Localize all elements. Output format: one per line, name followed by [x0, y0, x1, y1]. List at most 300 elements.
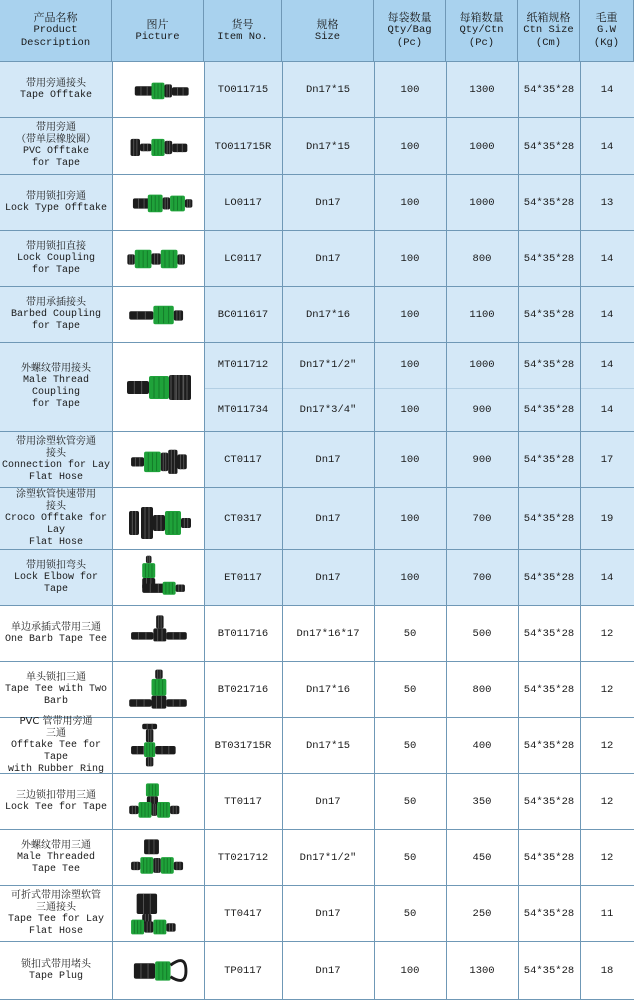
- lock-tee-icon: [115, 776, 201, 828]
- cell-ctn: 1000: [469, 197, 495, 209]
- cell-bag: 100: [400, 454, 420, 466]
- barbed-coupling-icon: [115, 289, 201, 341]
- description-line: Croco Offtake for: [4, 512, 108, 524]
- product-picture: [112, 175, 204, 230]
- lay-flat-connector-icon: [115, 434, 201, 486]
- male-thread-coupling-icon: [115, 345, 201, 429]
- cell-size: Dn17*16: [305, 309, 351, 321]
- description-line: Lock Tee for Tape: [4, 801, 108, 813]
- description-line: Barb: [43, 695, 68, 707]
- description-line: 涂塑软管快速带用: [16, 488, 96, 500]
- column-divider: [282, 718, 283, 774]
- cell-box: 54*35*28: [523, 84, 575, 96]
- cell-ctn: 450: [472, 852, 492, 864]
- description-line: for Tape: [31, 320, 80, 332]
- cell-item: TP0117: [224, 965, 262, 977]
- cell-box: 54*35*28: [523, 572, 575, 584]
- header-zh: 每箱数量: [459, 11, 504, 24]
- description-line: 单头锁扣三通: [26, 671, 86, 683]
- cell-box: 54*35*28: [523, 965, 575, 977]
- product-picture: [112, 343, 204, 431]
- header-zh: 规格: [316, 17, 339, 31]
- column-divider: [580, 231, 581, 287]
- description-line: Flat Hose: [28, 925, 83, 937]
- column-divider: [580, 942, 581, 1000]
- cell-gw: 14: [600, 403, 614, 416]
- male-threaded-tee-icon: [115, 832, 201, 884]
- cell-size: Dn17*16: [305, 684, 351, 696]
- description-line: 接头: [46, 500, 66, 512]
- description-line: 带用锁扣弯头: [26, 559, 86, 571]
- cell-ctn: 700: [472, 572, 492, 584]
- column-divider: [518, 432, 519, 488]
- column-divider: [518, 118, 519, 175]
- tape-plug-icon: [115, 944, 201, 998]
- column-divider: [282, 287, 283, 343]
- cell-bag: 100: [400, 513, 420, 525]
- table-row: [0, 62, 634, 118]
- cell-gw: 14: [600, 84, 614, 96]
- column-divider: [446, 231, 447, 287]
- cell-gw: 14: [600, 359, 614, 372]
- column-divider: [518, 343, 519, 432]
- cell-gw: 19: [600, 513, 614, 525]
- cell-item: CT0317: [224, 513, 262, 525]
- cell-size: Dn17*15: [305, 740, 351, 752]
- table-row: [0, 287, 634, 343]
- column-divider: [518, 774, 519, 830]
- cell-box: 54*35*28: [523, 309, 575, 321]
- cell-item: LC0117: [224, 253, 262, 265]
- cell-gw: 14: [600, 253, 614, 265]
- description-line: Coupling: [31, 387, 80, 398]
- description-line: for Tape: [31, 264, 80, 276]
- column-divider: [374, 718, 375, 774]
- column-divider: [282, 175, 283, 231]
- cell-bag: 100: [400, 140, 420, 153]
- cell-size: Dn17: [315, 513, 341, 525]
- description-line: Lock Elbow for Tape: [13, 571, 98, 595]
- cell-gw: 14: [600, 140, 614, 153]
- column-divider: [374, 774, 375, 830]
- column-divider: [112, 343, 113, 432]
- cell-bag: 50: [403, 796, 417, 808]
- header-en: G.W: [597, 24, 616, 36]
- cell-ctn: 800: [472, 684, 492, 696]
- table-row: [0, 118, 634, 175]
- column-divider: [282, 488, 283, 550]
- header-en: Picture: [135, 30, 180, 43]
- column-divider: [374, 550, 375, 606]
- cell-ctn: 900: [472, 454, 492, 466]
- product-picture: [112, 432, 204, 487]
- description-line: Tape Tee with Two: [4, 683, 108, 695]
- cell-size: Dn17: [315, 796, 341, 808]
- column-divider: [204, 606, 205, 662]
- product-description: [0, 715, 112, 775]
- cell-item: TO011715: [217, 84, 269, 96]
- description-line: Lock Type Offtake: [4, 202, 108, 214]
- column-header: [112, 0, 204, 62]
- description-line: 三边锁扣带用三通: [16, 789, 96, 801]
- column-divider: [518, 886, 519, 942]
- product-picture: [112, 118, 204, 174]
- cell-item: BC011617: [217, 309, 269, 321]
- cell-item: ET0117: [224, 572, 262, 584]
- column-divider: [374, 662, 375, 718]
- product-description: [0, 830, 112, 885]
- column-divider: [204, 942, 205, 1000]
- column-divider: [204, 662, 205, 718]
- column-divider: [112, 231, 113, 287]
- column-divider: [580, 432, 581, 488]
- cell-bag: 50: [403, 908, 417, 920]
- description-line: Offtake Tee for Tape: [10, 739, 101, 763]
- column-divider: [518, 718, 519, 774]
- column-divider: [580, 118, 581, 175]
- product-picture: [112, 62, 204, 117]
- table-row: [0, 432, 634, 488]
- column-divider: [112, 62, 113, 118]
- description-line: for Tape: [31, 399, 80, 410]
- column-divider: [282, 118, 283, 175]
- header-en: Qty/Ctn: [459, 24, 504, 36]
- cell-bag: 100: [400, 965, 420, 977]
- description-line: PVC Offtake: [22, 146, 89, 157]
- cell-box: 54*35*28: [523, 140, 575, 153]
- table-row: [0, 175, 634, 231]
- header-zh: 每袋数量: [387, 11, 432, 24]
- cell-ctn: 250: [472, 908, 492, 920]
- cell-bag: 100: [400, 572, 420, 584]
- cell-bag: 100: [400, 403, 420, 416]
- column-divider: [580, 774, 581, 830]
- product-picture: [112, 718, 204, 773]
- two-barb-tee-icon: [115, 664, 201, 716]
- cell-ctn: 900: [472, 403, 492, 416]
- column-divider: [112, 942, 113, 1000]
- column-divider: [374, 432, 375, 488]
- cell-size: Dn17*3/4″: [299, 403, 357, 416]
- column-divider: [580, 62, 581, 118]
- description-line: 外螺纹带用接头: [21, 363, 91, 374]
- column-divider: [112, 287, 113, 343]
- cell-box: 54*35*28: [523, 359, 575, 372]
- cell-item: BT011716: [217, 628, 269, 640]
- cell-item: LO0117: [224, 197, 262, 209]
- column-divider: [282, 432, 283, 488]
- cell-size: Dn17: [315, 965, 341, 977]
- cell-gw: 17: [600, 454, 614, 466]
- header-zh: 毛重: [595, 11, 618, 24]
- product-picture: [112, 886, 204, 941]
- column-divider: [518, 606, 519, 662]
- column-divider: [112, 432, 113, 488]
- lay-flat-tee-icon: [115, 888, 201, 940]
- product-picture: [112, 488, 204, 549]
- cell-bag: 50: [403, 684, 417, 696]
- cell-box: 54*35*28: [523, 403, 575, 416]
- cell-bag: 50: [403, 740, 417, 752]
- header-en: Size: [314, 30, 341, 43]
- description-line: Male Thread: [22, 375, 89, 386]
- cell-ctn: 1300: [469, 84, 495, 96]
- column-divider: [580, 343, 581, 432]
- column-divider: [112, 662, 113, 718]
- description-line: 带用锁扣旁通: [26, 190, 86, 202]
- cell-gw: 11: [600, 908, 614, 920]
- column-divider: [374, 886, 375, 942]
- description-line: Connection for Lay: [1, 459, 111, 471]
- header-en: Product Description: [20, 24, 91, 49]
- column-divider: [446, 830, 447, 886]
- cell-size: Dn17: [315, 572, 341, 584]
- cell-item: MT011712: [217, 359, 269, 372]
- column-divider: [374, 830, 375, 886]
- cell-box: 54*35*28: [523, 628, 575, 640]
- description-line: 锁扣式带用堵头: [21, 958, 91, 970]
- column-header: [0, 0, 112, 62]
- column-divider: [282, 62, 283, 118]
- column-divider: [518, 231, 519, 287]
- cell-box: 54*35*28: [523, 740, 575, 752]
- column-divider: [204, 62, 205, 118]
- description-line: 三通: [46, 727, 66, 739]
- cell-bag: 50: [403, 852, 417, 864]
- column-divider: [112, 118, 113, 175]
- column-divider: [204, 774, 205, 830]
- cell-item: TT0417: [224, 908, 262, 920]
- cell-bag: 100: [400, 309, 420, 321]
- column-divider: [518, 942, 519, 1000]
- product-description: [0, 886, 112, 941]
- column-divider: [374, 606, 375, 662]
- product-description: [0, 662, 112, 717]
- croco-offtake-icon: [115, 490, 201, 548]
- description-line: One Barb Tape Tee: [4, 633, 108, 645]
- header-en: Item No.: [217, 30, 268, 43]
- column-divider: [282, 774, 283, 830]
- product-description: [0, 606, 112, 661]
- cell-box: 54*35*28: [523, 852, 575, 864]
- column-divider: [446, 606, 447, 662]
- column-divider: [580, 550, 581, 606]
- cell-gw: 12: [600, 852, 614, 864]
- column-header: [374, 0, 446, 62]
- table-row: [0, 231, 634, 287]
- column-divider: [446, 118, 447, 175]
- cell-size: Dn17: [315, 197, 341, 209]
- column-divider: [518, 62, 519, 118]
- column-divider: [112, 488, 113, 550]
- cell-item: CT0117: [224, 454, 262, 466]
- description-line: 外螺纹带用三通: [21, 839, 91, 851]
- description-line: PVC 管带用旁通: [19, 715, 93, 727]
- column-divider: [282, 942, 283, 1000]
- column-divider: [446, 488, 447, 550]
- cell-size: Dn17: [315, 253, 341, 265]
- column-divider: [580, 606, 581, 662]
- description-line: 带用承插接头: [26, 296, 86, 308]
- column-header: [282, 0, 374, 62]
- column-divider: [518, 550, 519, 606]
- cell-ctn: 1000: [469, 359, 495, 372]
- column-divider: [446, 886, 447, 942]
- product-picture: [112, 231, 204, 286]
- column-divider: [204, 175, 205, 231]
- description-line: 接头: [46, 447, 66, 459]
- cell-size: Dn17: [315, 908, 341, 920]
- column-divider: [374, 118, 375, 175]
- description-line: Lay: [46, 524, 65, 536]
- header-unit: (Pc): [468, 37, 495, 49]
- product-description: [0, 231, 112, 286]
- table-row: [0, 830, 634, 886]
- cell-gw: 12: [600, 740, 614, 752]
- column-divider: [204, 886, 205, 942]
- column-divider: [446, 718, 447, 774]
- table-row: [0, 886, 634, 942]
- column-divider: [580, 718, 581, 774]
- column-divider: [204, 718, 205, 774]
- column-header: [518, 0, 580, 62]
- cell-ctn: 1100: [469, 309, 495, 321]
- column-divider: [204, 432, 205, 488]
- description-line: 带用锁扣直接: [26, 240, 86, 252]
- column-divider: [282, 606, 283, 662]
- cell-bag: 100: [400, 197, 420, 209]
- column-header: [204, 0, 282, 62]
- description-line: Barbed Coupling: [10, 308, 101, 320]
- column-divider: [580, 287, 581, 343]
- product-picture: [112, 662, 204, 717]
- header-en: Ctn Size: [523, 24, 574, 36]
- column-divider: [374, 62, 375, 118]
- one-barb-tee-icon: [115, 608, 201, 660]
- column-divider: [204, 830, 205, 886]
- cell-item: TO011715R: [214, 140, 272, 153]
- table-row: [0, 488, 634, 550]
- column-divider: [374, 343, 375, 432]
- column-divider: [446, 942, 447, 1000]
- column-divider: [518, 287, 519, 343]
- cell-ctn: 1000: [469, 140, 495, 153]
- table-row: [0, 550, 634, 606]
- column-divider: [282, 662, 283, 718]
- cell-ctn: 400: [472, 740, 492, 752]
- cell-gw: 13: [600, 197, 614, 209]
- cell-ctn: 800: [472, 253, 492, 265]
- column-divider: [374, 231, 375, 287]
- table-row: [0, 774, 634, 830]
- column-divider: [446, 175, 447, 231]
- column-divider: [580, 662, 581, 718]
- cell-box: 54*35*28: [523, 684, 575, 696]
- column-divider: [204, 231, 205, 287]
- column-divider: [204, 343, 205, 432]
- product-description: [0, 432, 112, 487]
- column-divider: [446, 662, 447, 718]
- cell-item: BT031715R: [214, 740, 272, 752]
- cell-bag: 100: [400, 84, 420, 96]
- description-line: Tape Tee: [31, 863, 80, 875]
- column-divider: [282, 343, 283, 432]
- cell-box: 54*35*28: [523, 454, 575, 466]
- product-description: [0, 774, 112, 829]
- column-divider: [112, 606, 113, 662]
- cell-box: 54*35*28: [523, 908, 575, 920]
- column-divider: [282, 550, 283, 606]
- column-divider: [446, 550, 447, 606]
- header-zh: 货号: [231, 17, 254, 31]
- cell-ctn: 350: [472, 796, 492, 808]
- column-divider: [112, 718, 113, 774]
- product-description: [0, 942, 112, 999]
- column-divider: [112, 175, 113, 231]
- description-line: 单边承插式带用三通: [11, 621, 101, 633]
- column-divider: [282, 231, 283, 287]
- cell-item: MT011734: [217, 403, 269, 416]
- description-line: for Tape: [31, 158, 80, 169]
- description-line: 带用涂塑软管旁通: [16, 435, 96, 447]
- header-unit: (Kg): [593, 37, 620, 49]
- header-zh: 产品名称: [33, 11, 78, 24]
- column-divider: [446, 287, 447, 343]
- cell-size: Dn17*1/2″: [299, 852, 357, 864]
- column-divider: [580, 830, 581, 886]
- column-divider: [446, 62, 447, 118]
- product-picture: [112, 287, 204, 342]
- cell-ctn: 500: [472, 628, 492, 640]
- column-divider: [580, 886, 581, 942]
- description-line: Flat Hose: [28, 471, 83, 483]
- table-row: [0, 942, 634, 1000]
- column-divider: [446, 432, 447, 488]
- column-header: [580, 0, 634, 62]
- tape-offtake-icon: [115, 64, 201, 116]
- column-divider: [374, 488, 375, 550]
- column-divider: [518, 175, 519, 231]
- cell-gw: 18: [600, 965, 614, 977]
- cell-ctn: 1300: [469, 965, 495, 977]
- cell-box: 54*35*28: [523, 253, 575, 265]
- product-description: [0, 287, 112, 342]
- cell-gw: 12: [600, 628, 614, 640]
- product-description: [0, 488, 112, 549]
- cell-gw: 14: [600, 309, 614, 321]
- product-description: [0, 343, 112, 431]
- column-header: [446, 0, 518, 62]
- lock-coupling-icon: [115, 233, 201, 285]
- description-line: Tape Plug: [28, 970, 83, 982]
- product-description: [0, 175, 112, 230]
- column-divider: [446, 774, 447, 830]
- column-divider: [374, 175, 375, 231]
- product-description: [0, 550, 112, 605]
- cell-gw: 14: [600, 572, 614, 584]
- cell-size: Dn17*15: [305, 140, 351, 153]
- pvc-offtake-icon: [115, 120, 201, 173]
- description-line: Flat Hose: [28, 536, 83, 548]
- offtake-tee-icon: [115, 720, 201, 772]
- description-line: with Rubber Ring: [7, 763, 104, 775]
- cell-ctn: 700: [472, 513, 492, 525]
- header-en: Qty/Bag: [387, 24, 432, 36]
- product-picture: [112, 550, 204, 605]
- column-divider: [112, 830, 113, 886]
- cell-item: TT0117: [224, 796, 262, 808]
- table-row: [0, 715, 634, 775]
